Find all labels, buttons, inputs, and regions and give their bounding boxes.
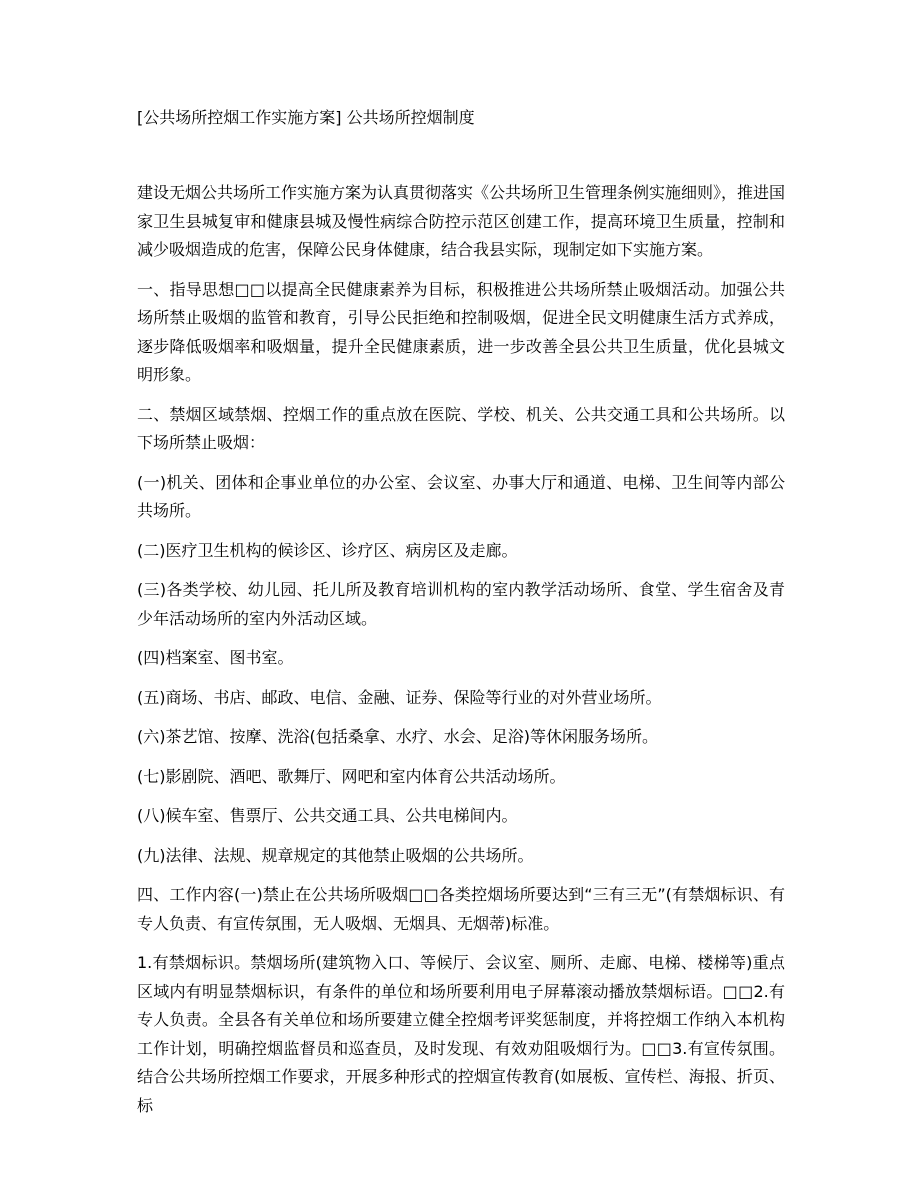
document-body bbox=[137, 179, 785, 1131]
guiding-principle-paragraph: 一、指导思想□□以提高全民健康素养为目标，积极推进公共场所禁止吸烟活动。加强公共场所禁止吸烟的监管和教育，引导公民拒绝和控制吸烟，促进全民文明健康生活方式养成，逐步降低吸烟率和吸烟量，提升全民健康素质，进一步改善全县公共卫生质量，优化县城文明形象。 bbox=[137, 279, 785, 384]
list-item-2: (二)医疗卫生机构的候诊区、诊疗区、病房区及走廊。 bbox=[137, 540, 518, 560]
list-item-7: (七)影剧院、酒吧、歌舞厅、网吧和室内体育公共活动场所。 bbox=[137, 766, 566, 786]
work-content-paragraph: 四、工作内容(一)禁止在公共场所吸烟□□各类控烟场所要达到“三有三无”(有禁烟标识、有专人负责、有宣传氛围，无人吸烟、无烟具、无烟蒂)标准。 bbox=[137, 885, 785, 933]
list-item-5: (五)商场、书店、邮政、电信、金融、证券、保险等行业的对外营业场所。 bbox=[137, 687, 662, 707]
list-item-1: (一)机关、团体和企事业单位的办公室、会议室、办事大厅和通道、电梯、卫生间等内部公共场所。 bbox=[137, 472, 785, 520]
details-paragraph: 1.有禁烟标识。禁烟场所(建筑物入口、等候厅、会议室、厕所、走廊、电梯、楼梯等)重点区域内有明显禁烟标识，有条件的单位和场所要利用电子屏幕滚动播放禁烟标语。□□2.有专人负责。全县各有关单位和场所要建立健全控烟考评奖惩制度，并将控烟工作纳入本机构工作计划，明确控烟监督员和巡查员，及时发现、有效劝阻吸烟行为。□□3.有宣传氛围。结合公共场所控烟工作要求，开展多种形式的控烟宣传教育(如展板、宣传栏、海报、折页、标 bbox=[137, 953, 785, 1115]
list-item-6: (六)茶艺馆、按摩、洗浴(包括桑拿、水疗、水会、足浴)等休闲服务场所。 bbox=[137, 727, 658, 746]
list-item-8: (八)候车室、售票厅、公共交通工具、公共电梯间内。 bbox=[137, 806, 518, 825]
smoke-free-areas-paragraph: 二、禁烟区域禁烟、控烟工作的重点放在医院、学校、机关、公共交通工具和公共场所。以下场所禁止吸烟： bbox=[137, 404, 785, 452]
intro-paragraph: 建设无烟公共场所工作实施方案为认真贯彻落实《公共场所卫生管理条例实施细则》，推进国家卫生县城复审和健康县城及慢性病综合防控示范区创建工作，提高环境卫生质量，控制和减少吸烟造成的危害，保障公民身体健康，结合我县实际，现制定如下实施方案。 bbox=[137, 183, 786, 259]
document-title: [公共场所控烟工作实施方案] 公共场所控烟制度 bbox=[137, 108, 475, 127]
list-item-3: (三)各类学校、幼儿园、托儿所及教育培训机构的室内教学活动场所、食堂、学生宿舍及青少年活动场所的室内外活动区域。 bbox=[137, 580, 785, 628]
list-item-4: (四)档案室、图书室。 bbox=[137, 648, 294, 667]
list-item-9: (九)法律、法规、规章规定的其他禁止吸烟的公共场所。 bbox=[137, 845, 534, 865]
